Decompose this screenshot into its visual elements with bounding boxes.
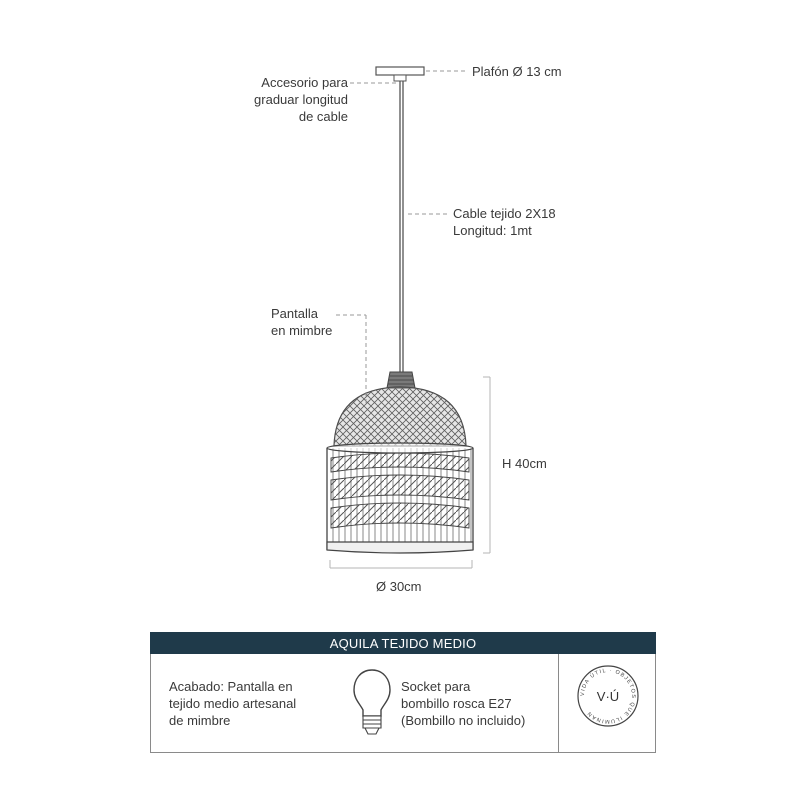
lamp-cage [327,443,473,553]
product-name: AQUILA TEJIDO MEDIO [329,635,477,651]
bulb-icon [351,668,393,740]
panel-divider [558,654,559,752]
accesorio-label: Accesorio para graduar longitud de cable [254,75,348,124]
product-info-box [150,654,656,753]
height-label: H 40cm [502,456,547,471]
brand-logo [576,664,640,728]
logo-mark: V·Ú [596,689,620,704]
logo-ring-text: VIDA ÚTIL · OBJETOS QUE ILUMINAN [579,667,637,725]
plafon-label: Plafón Ø 13 cm [472,64,562,79]
finish-text: Acabado: Pantalla en tejido medio artesanal de mimbre [169,679,297,728]
cable-label: Cable tejido 2X18 Longitud: 1mt [453,206,556,238]
ceiling-canopy [376,67,424,75]
diameter-label: Ø 30cm [376,579,422,594]
socket-text: Socket para bombillo rosca E27 (Bombillo no incluido) [401,679,526,728]
product-title-bar [150,632,656,654]
pantalla-label: Pantalla en mimbre [271,306,333,338]
